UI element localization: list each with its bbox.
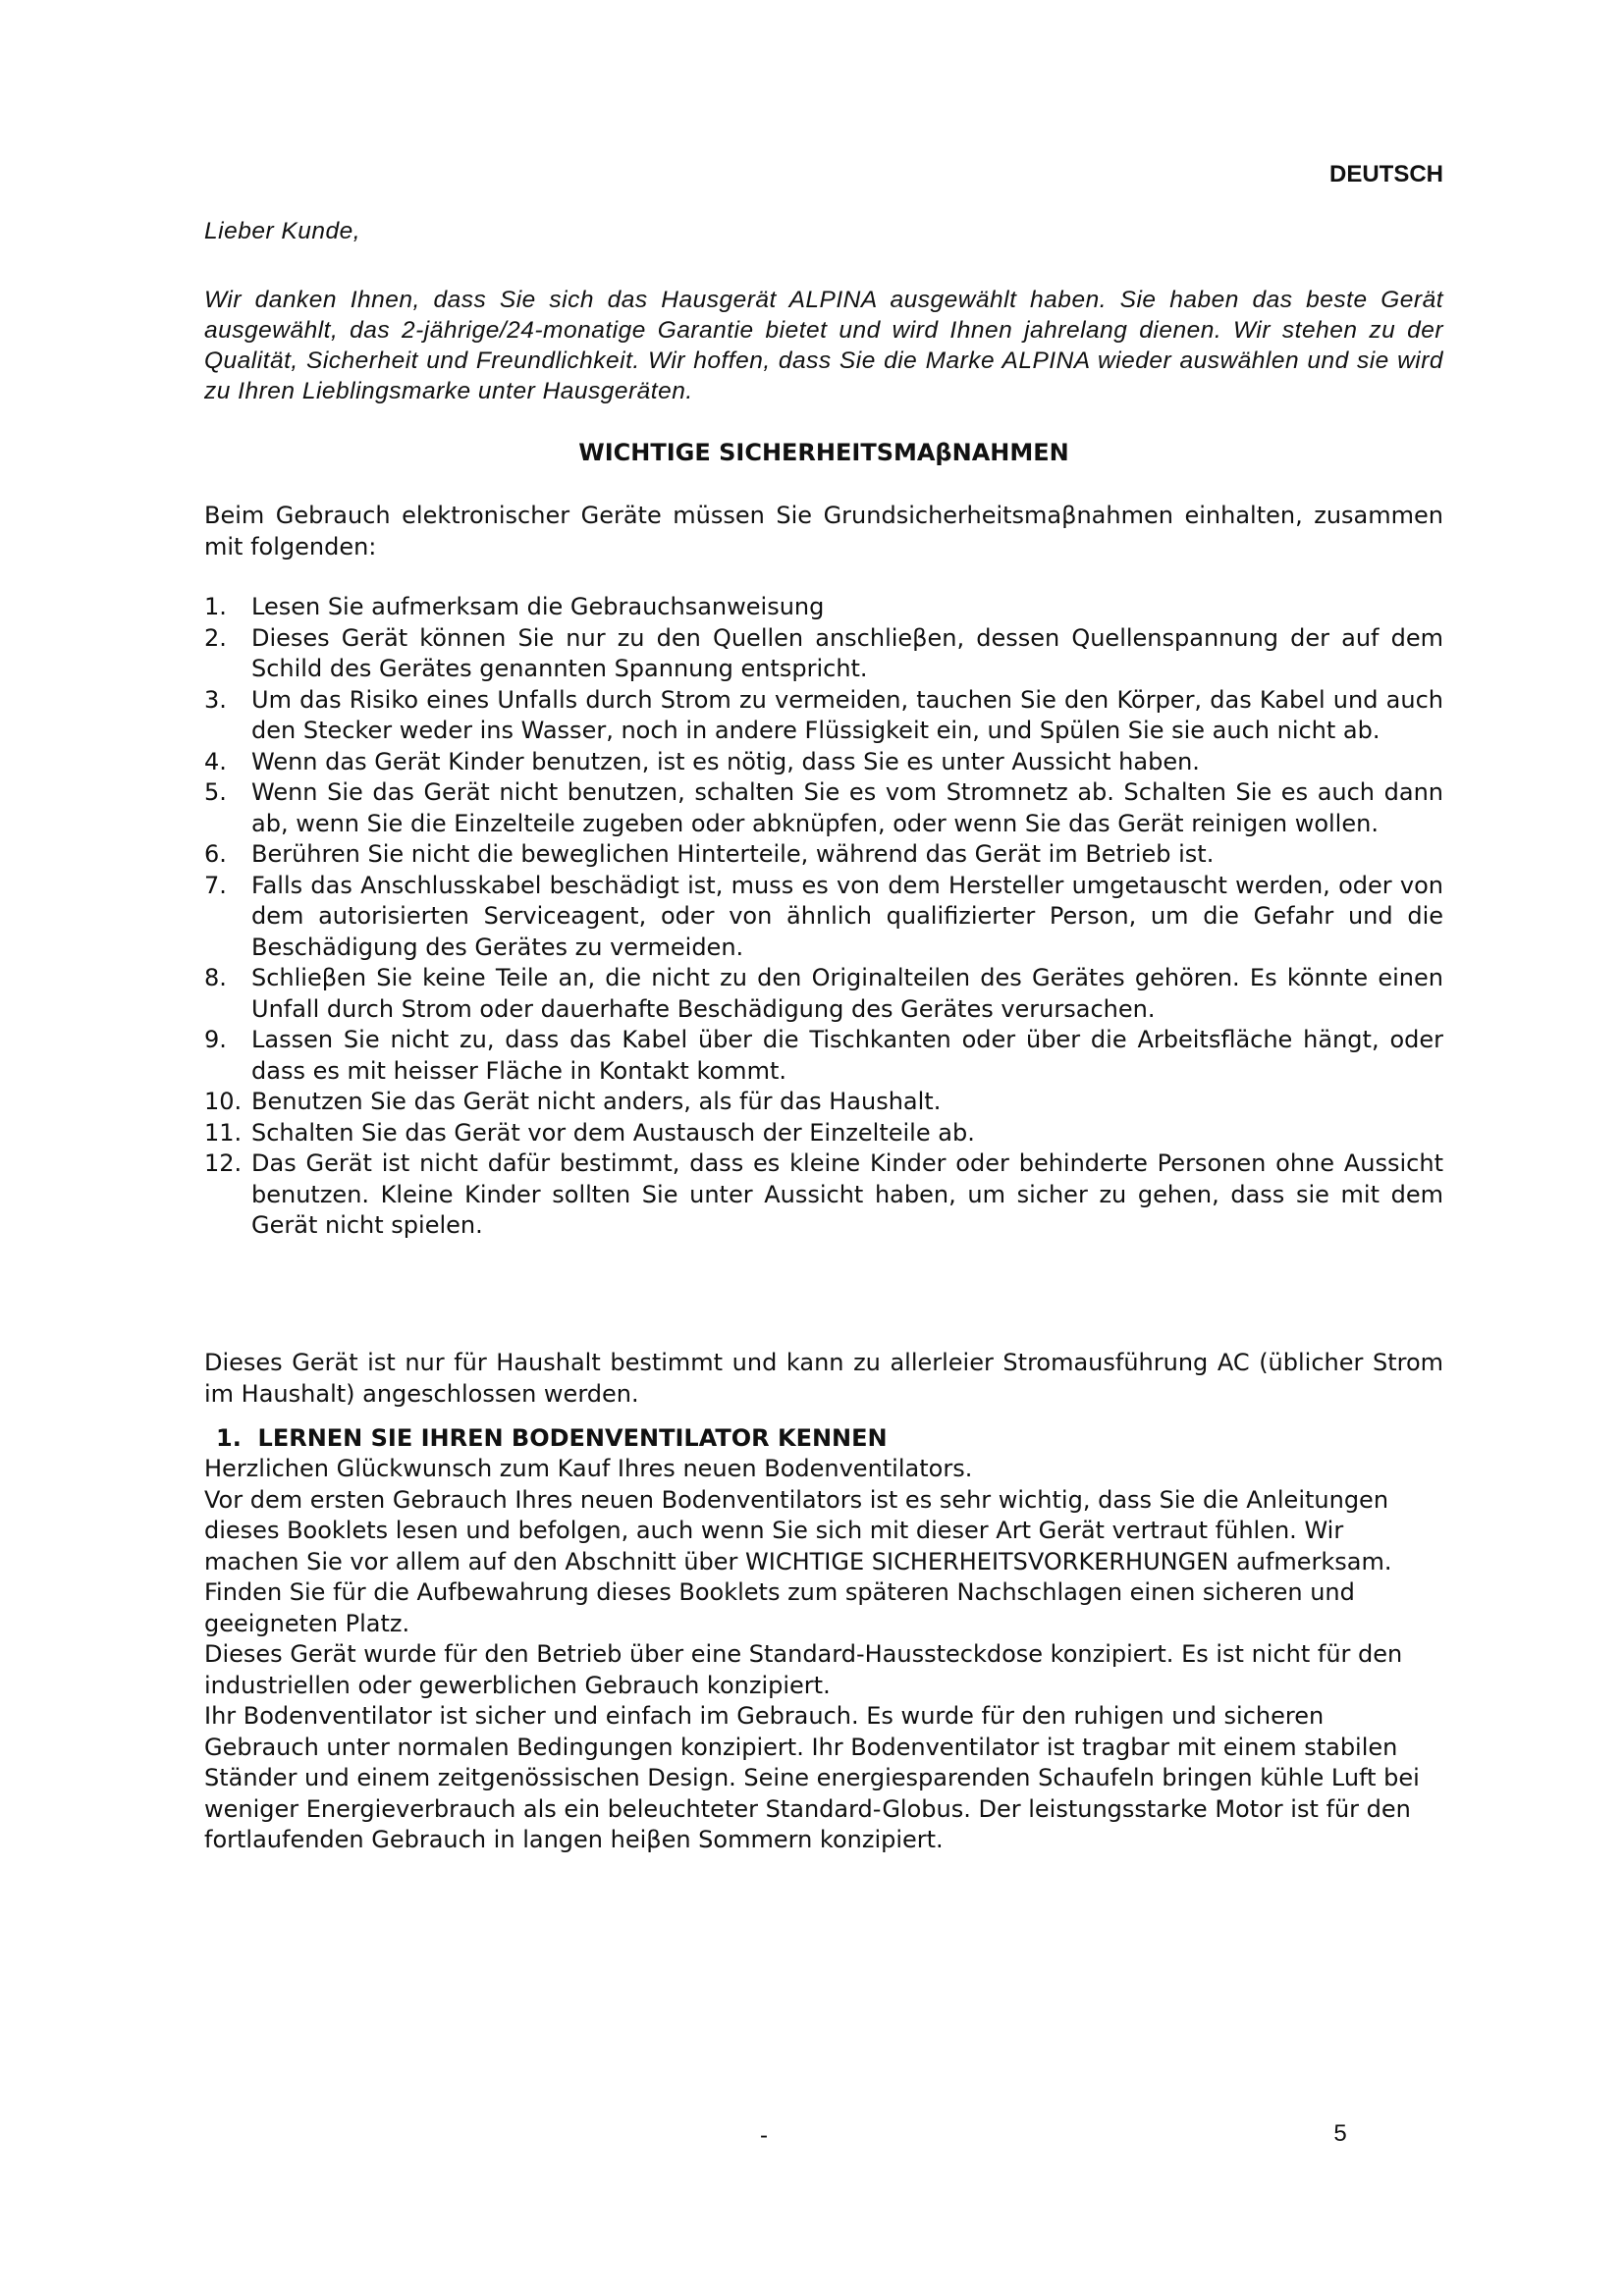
item-number: 2. <box>204 623 227 652</box>
section-paragraph: Ihr Bodenventilator ist sicher und einfach im Gebrauch. Es wurde für den ruhigen und sicheren Gebrauch unter normalen Bedingungen konzipiert. Ihr Bodenventilator ist tragbar mit einem stabilen Ständer und einem zeitgenössischen Design. Seine energiesparenden Schaufeln bringen kühle Luft bei weniger Energieverbrauch als ein beleuchteter Standard-Globus. Der leistungsstarke Motor ist für den fortlaufenden Gebrauch in langen heiβen Sommern konzipiert. <box>204 1702 1420 1853</box>
item-number: 4. <box>204 747 227 775</box>
item-text: Berühren Sie nicht die beweglichen Hinterteile, während das Gerät im Betrieb ist. <box>251 840 1215 868</box>
item-number: 8. <box>204 964 227 991</box>
item-text: Falls das Anschlusskabel beschädigt ist, muss es von dem Hersteller umgetauscht werden, oder von dem autorisierten Serviceagent, oder von ähnlich qualifizierter Person, um die Gefahr und die Beschädigung des Gerätes zu vermeiden. <box>251 871 1443 961</box>
item-text: Um das Risiko eines Unfalls durch Strom zu vermeiden, tauchen Sie den Körper, das Kabel und auch den Stecker weder ins Wasser, noch in andere Flüssigkeit ein, und Spülen Sie sie auch nicht ab. <box>251 685 1443 744</box>
list-item <box>204 685 1443 747</box>
item-number: 12. <box>204 1149 243 1177</box>
list-item <box>204 1118 1443 1149</box>
item-number: 10. <box>204 1088 243 1115</box>
section-paragraph: Herzlichen Glückwunsch zum Kauf Ihres neuen Bodenventilators. <box>204 1455 973 1482</box>
item-text: Wenn Sie das Gerät nicht benutzen, schalten Sie es vom Stromnetz ab. Schalten Sie es auch dann ab, wenn Sie die Einzelteile zugeben oder abknüpfen, oder wenn Sie das Gerät reinigen wollen. <box>251 778 1443 837</box>
section-title: 1. LERNEN SIE IHREN BODENVENTILATOR KENNEN <box>216 1424 888 1452</box>
item-number: 7. <box>204 871 227 899</box>
item-number: 1. <box>204 593 227 620</box>
greeting: Lieber Kunde, <box>204 218 361 244</box>
list-item <box>204 1148 1443 1242</box>
list-item <box>204 839 1443 871</box>
intro-paragraph: Wir danken Ihnen, dass Sie sich das Hausgerät ALPINA ausgewählt haben. Sie haben das beste Gerät ausgewählt, das 2-jährige/24-monatige Garantie bietet und wird Ihnen jahrelang dienen. Wir stehen zu der Qualität, Sicherheit und Freundlichkeit. Wir hoffen, dass Sie die Marke ALPINA wieder auswählen und sie wird zu Ihren Lieblingsmarke unter Hausgeräten. <box>204 287 1443 404</box>
household-note: Dieses Gerät ist nur für Haushalt bestimmt und kann zu allerleier Stromausführung AC (üblicher Strom im Haushalt) angeschlossen werden. <box>204 1349 1443 1408</box>
footer-dash: - <box>760 2122 768 2149</box>
safety-heading: WICHTIGE SICHERHEITSMAβNAHMEN <box>578 439 1069 466</box>
safety-rules-list <box>204 592 1443 1242</box>
language-label: DEUTSCH <box>1328 161 1443 187</box>
section-paragraph: Dieses Gerät wurde für den Betrieb über eine Standard-Haussteckdose konzipiert. Es ist nicht für den industriellen oder gewerblichen Gebrauch konzipiert. <box>204 1640 1403 1699</box>
list-item <box>204 963 1443 1025</box>
item-number: 11. <box>204 1118 243 1147</box>
page-number: 5 <box>1333 2120 1347 2147</box>
item-text: Das Gerät ist nicht dafür bestimmt, dass es kleine Kinder oder behinderte Personen ohne Aussicht benutzen. Kleine Kinder sollten Sie unter Aussicht haben, um sicher zu gehen, dass sie mit dem Gerät nicht spielen. <box>251 1149 1443 1239</box>
item-text: Benutzen Sie das Gerät nicht anders, als für das Haushalt. <box>251 1088 942 1115</box>
list-item <box>204 1025 1443 1087</box>
item-text: Wenn das Gerät Kinder benutzen, ist es nötig, dass Sie es unter Aussicht haben. <box>251 747 1200 775</box>
item-text: Schalten Sie das Gerät vor dem Austausch der Einzelteile ab. <box>251 1118 975 1147</box>
list-item <box>204 871 1443 964</box>
section-paragraph: Vor dem ersten Gebrauch Ihres neuen Bodenventilators ist es sehr wichtig, dass Sie die Anleitungen dieses Booklets lesen und befolgen, auch wenn Sie sich mit dieser Art Gerät vertraut fühlen. Wir machen Sie vor allem auf den Abschnitt über WICHTIGE SICHERHEITSVORKERHUNGEN aufmerksam. Finden Sie für die Aufbewahrung dieses Booklets zum späteren Nachschlagen einen sicheren und geeigneten Platz. <box>204 1485 1392 1637</box>
list-item <box>204 1087 1443 1118</box>
list-item <box>204 747 1443 778</box>
list-item <box>204 623 1443 685</box>
item-text: Lassen Sie nicht zu, dass das Kabel über die Tischkanten oder über die Arbeitsfläche hängt, oder dass es mit heisser Fläche in Kontakt kommt. <box>251 1026 1443 1085</box>
section-body <box>204 1454 1443 1856</box>
list-item <box>204 777 1443 839</box>
item-number: 3. <box>204 685 227 714</box>
item-number: 5. <box>204 778 227 806</box>
item-number: 9. <box>204 1026 227 1053</box>
item-text: Schlieβen Sie keine Teile an, die nicht zu den Originalteilen des Gerätes gehören. Es könnte einen Unfall durch Strom oder dauerhafte Beschädigung des Gerätes verursachen. <box>251 964 1443 1023</box>
item-text: Lesen Sie aufmerksam die Gebrauchsanweisung <box>251 593 825 620</box>
item-number: 6. <box>204 840 227 868</box>
item-text: Dieses Gerät können Sie nur zu den Quellen anschlieβen, dessen Quellenspannung der auf dem Schild des Gerätes genannten Spannung entspricht. <box>251 623 1443 682</box>
list-item <box>204 592 1443 623</box>
safety-general-text: Beim Gebrauch elektronischer Geräte müssen Sie Grundsicherheitsmaβnahmen einhalten, zusammen mit folgenden: <box>204 502 1443 561</box>
